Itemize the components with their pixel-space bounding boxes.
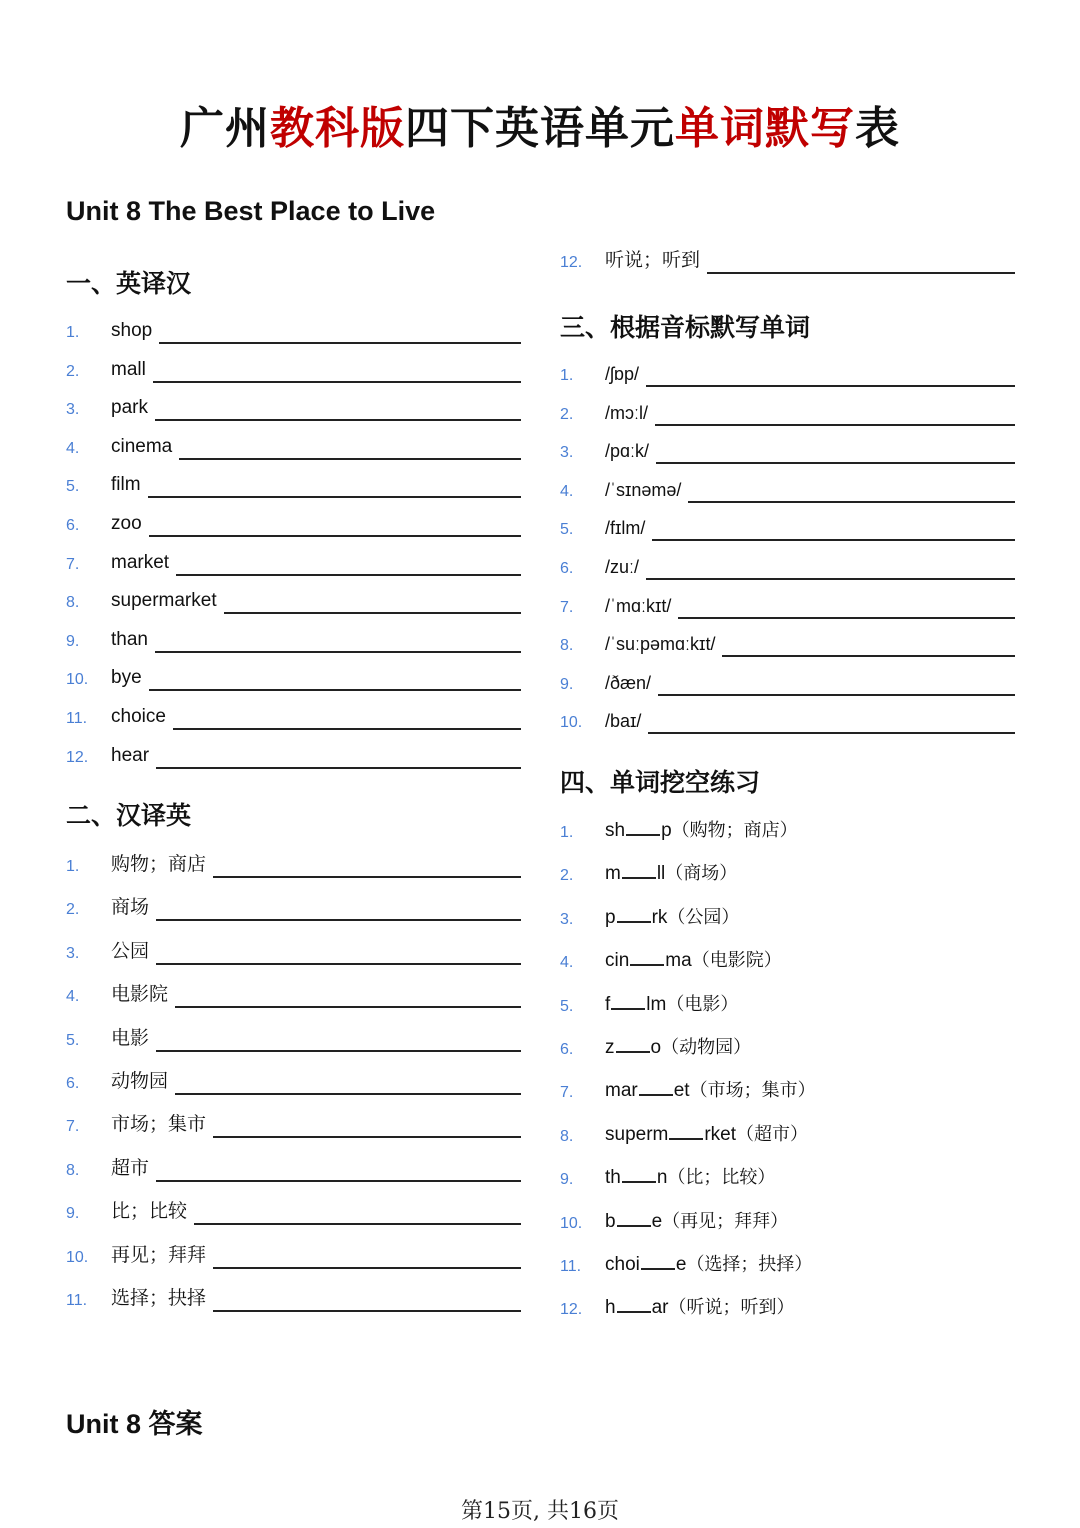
- phonetic-row: [560, 434, 1015, 464]
- item-text: 比；比较: [111, 1201, 188, 1223]
- fill-blank-row: [560, 1074, 1015, 1104]
- item-text: 再见；拜拜: [111, 1244, 207, 1266]
- item-number: 2.: [66, 362, 80, 380]
- word-prefix: th: [605, 1167, 621, 1189]
- phonetic-row: [560, 589, 1015, 619]
- letter-gap[interactable]: [617, 1224, 651, 1227]
- title-part: 教科版: [270, 103, 405, 154]
- item-number: 1.: [560, 367, 574, 384]
- cn-to-en-row: [66, 1152, 521, 1182]
- item-number: 7.: [560, 1084, 574, 1102]
- item-text: /zuː/: [605, 557, 640, 577]
- fill-blank-row: [560, 1205, 1015, 1235]
- phonetic-row: [560, 511, 1015, 541]
- item-text: hear: [111, 744, 150, 766]
- section-heading-fill-blank: 四、单词挖空练习: [560, 768, 761, 797]
- item-text: shop: [111, 320, 153, 341]
- item-number: 1.: [560, 824, 574, 841]
- item-number: 1.: [66, 324, 80, 341]
- en-to-cn-row: [66, 584, 521, 614]
- letter-gap[interactable]: [616, 1050, 650, 1053]
- item-number: 6.: [560, 1041, 574, 1058]
- item-text: 商场: [111, 897, 150, 919]
- phonetic-row: [560, 357, 1015, 387]
- word-prefix: superm: [605, 1123, 669, 1145]
- letter-gap[interactable]: [617, 1310, 651, 1313]
- answer-blank-line[interactable]: [646, 577, 1015, 580]
- letter-gap[interactable]: [617, 920, 651, 923]
- item-text: 市场；集市: [111, 1114, 207, 1136]
- page-title: [0, 92, 1080, 156]
- cn-to-en-row: [66, 891, 521, 921]
- en-to-cn-row: [66, 623, 521, 653]
- page-footer: 第15页, 共16页: [461, 1499, 619, 1524]
- en-to-cn-row: [66, 700, 521, 730]
- en-to-cn-row: [66, 739, 521, 769]
- item-text: /baɪ/: [605, 711, 642, 732]
- answer-blank-line[interactable]: [658, 693, 1015, 696]
- answer-blank-line[interactable]: [648, 731, 1015, 734]
- word-suffix: p: [661, 820, 672, 841]
- item-number: 12.: [560, 1301, 583, 1319]
- item-number: 8.: [560, 637, 574, 655]
- answer-blank-line[interactable]: [175, 1005, 521, 1008]
- answer-blank-line[interactable]: [155, 650, 521, 653]
- item-number: 12.: [560, 254, 583, 271]
- cn-to-en-row: [66, 1195, 521, 1225]
- chinese-hint: （市场；集市）: [689, 1080, 816, 1102]
- item-text: /ˈsɪnəmə/: [605, 479, 682, 500]
- item-text: zoo: [111, 513, 142, 534]
- fill-blank-row: [560, 901, 1015, 931]
- en-to-cn-row: [66, 430, 521, 460]
- answer-blank-line[interactable]: [156, 962, 521, 965]
- answer-blank-line[interactable]: [688, 500, 1015, 503]
- item-number: 11.: [66, 1292, 88, 1309]
- letter-gap[interactable]: [669, 1137, 703, 1140]
- answer-blank-line[interactable]: [224, 611, 521, 614]
- answer-blank-line[interactable]: [149, 688, 521, 691]
- item-text: market: [111, 551, 170, 573]
- section-heading-en-to-cn: 一、英译汉: [66, 269, 192, 298]
- answer-blank-line[interactable]: [179, 457, 521, 460]
- word-suffix: o: [650, 1037, 662, 1058]
- en-to-cn-row: [66, 546, 521, 576]
- fill-blank-row: [560, 988, 1015, 1018]
- answer-blank-line[interactable]: [652, 538, 1015, 541]
- chinese-hint: （公园）: [667, 906, 740, 928]
- answer-blank-line[interactable]: [156, 1049, 521, 1052]
- item-number: 6.: [560, 560, 574, 577]
- phonetic-row: [560, 666, 1015, 696]
- chinese-hint: （购物；商店）: [671, 820, 798, 841]
- item-text: supermarket: [111, 590, 217, 612]
- phonetic-row: [560, 473, 1015, 503]
- word-prefix: b: [605, 1210, 616, 1232]
- chinese-hint: （选择；抉择）: [686, 1254, 813, 1275]
- fill-blank-row: [560, 1118, 1015, 1148]
- word-suffix: rk: [651, 906, 668, 928]
- fill-blank-row: [560, 944, 1015, 974]
- item-number: 11.: [560, 1258, 582, 1275]
- answer-blank-line[interactable]: [153, 380, 521, 383]
- item-number: 8.: [66, 1161, 80, 1179]
- title-part: 表: [855, 103, 900, 154]
- fill-blank-row: [560, 857, 1015, 887]
- cn-to-en-row: [66, 935, 521, 965]
- answer-blank-line[interactable]: [156, 918, 521, 921]
- chinese-hint: （听说；听到）: [668, 1297, 795, 1319]
- item-number: 11.: [66, 710, 88, 727]
- word-prefix: choi: [605, 1254, 640, 1275]
- item-number: 8.: [66, 594, 80, 612]
- fill-blank-row: [560, 1031, 1015, 1061]
- item-number: 9.: [66, 1205, 80, 1223]
- answer-blank-line[interactable]: [159, 341, 521, 344]
- item-number: 7.: [66, 555, 80, 573]
- answer-blank-line[interactable]: [678, 616, 1015, 619]
- title-part: 单词默写: [675, 103, 855, 154]
- item-number: 3.: [66, 944, 80, 962]
- item-number: 5.: [560, 521, 574, 539]
- phonetic-row: [560, 550, 1015, 580]
- item-number: 5.: [560, 997, 574, 1015]
- item-text: than: [111, 628, 148, 650]
- item-text: 超市: [111, 1157, 150, 1179]
- item-number: 7.: [560, 598, 574, 616]
- item-number: 4.: [66, 988, 80, 1006]
- en-to-cn-row: [66, 507, 521, 537]
- item-number: 2.: [66, 901, 80, 919]
- word-prefix: f: [605, 993, 611, 1015]
- answer-blank-line[interactable]: [176, 573, 521, 576]
- item-text: bye: [111, 667, 142, 689]
- letter-gap[interactable]: [626, 833, 660, 836]
- en-to-cn-row: [66, 391, 521, 421]
- item-number: 7.: [66, 1118, 80, 1136]
- item-text: film: [111, 474, 141, 496]
- answer-blank-line[interactable]: [213, 1135, 521, 1138]
- item-number: 1.: [66, 858, 80, 875]
- answer-blank-line[interactable]: [148, 495, 521, 498]
- answer-blank-line[interactable]: [213, 1309, 521, 1312]
- answer-title: Unit 8 答案: [66, 1409, 203, 1439]
- answer-blank-line[interactable]: [194, 1222, 521, 1225]
- item-text: /ʃɒp/: [605, 364, 640, 384]
- item-text: /mɔːl/: [605, 402, 648, 423]
- word-prefix: p: [605, 906, 616, 928]
- answer-blank-line[interactable]: [173, 727, 521, 730]
- title-part: 四下英语单元: [405, 103, 675, 154]
- item-text: /pɑːk/: [605, 441, 650, 462]
- cn-to-en-row: [66, 1282, 521, 1312]
- unit-title: Unit 8 The Best Place to Live: [66, 196, 436, 226]
- en-to-cn-row: [66, 661, 521, 691]
- word-suffix: et: [673, 1080, 690, 1102]
- item-number: 10.: [66, 1248, 89, 1266]
- cn-to-en-row: [66, 978, 521, 1008]
- item-text: 选择；抉择: [111, 1288, 207, 1309]
- fill-blank-row: [560, 1248, 1015, 1278]
- letter-gap[interactable]: [622, 876, 656, 879]
- phonetic-row: [560, 396, 1015, 426]
- letter-gap[interactable]: [622, 1180, 656, 1183]
- chinese-hint: （比；比较）: [667, 1167, 776, 1189]
- answer-blank-line[interactable]: [656, 461, 1015, 464]
- item-number: 5.: [66, 478, 80, 496]
- word-suffix: ma: [665, 950, 692, 972]
- word-prefix: m: [605, 863, 621, 885]
- chinese-hint: （电影）: [666, 993, 739, 1015]
- word-suffix: ll: [656, 863, 666, 885]
- chinese-hint: （超市）: [736, 1123, 809, 1145]
- answer-blank-line[interactable]: [175, 1092, 521, 1095]
- en-to-cn-row: [66, 314, 521, 344]
- fill-blank-row: [560, 1291, 1015, 1321]
- item-number: 6.: [66, 1075, 80, 1092]
- cn-to-en-row: [66, 1108, 521, 1138]
- section-heading-phonetic: 三、根据音标默写单词: [560, 313, 811, 342]
- chinese-hint: （再见；拜拜）: [662, 1210, 789, 1232]
- item-number: 9.: [66, 632, 80, 650]
- phonetic-row: [560, 627, 1015, 657]
- item-number: 10.: [66, 671, 89, 689]
- answer-blank-line[interactable]: [655, 423, 1015, 426]
- item-text: /fɪlm/: [605, 518, 646, 539]
- item-text: 听说；听到: [605, 250, 701, 271]
- phonetic-row: [560, 704, 1015, 734]
- word-suffix: lm: [646, 993, 667, 1015]
- en-to-cn-row: [66, 468, 521, 498]
- answer-blank-line[interactable]: [646, 384, 1015, 387]
- item-number: 3.: [560, 910, 574, 928]
- word-suffix: e: [651, 1210, 663, 1232]
- item-number: 4.: [66, 439, 80, 457]
- word-prefix: mar: [605, 1080, 638, 1102]
- item-number: 12.: [66, 748, 89, 766]
- word-prefix: z: [605, 1037, 615, 1058]
- word-suffix: e: [675, 1254, 687, 1275]
- item-number: 5.: [66, 1031, 80, 1049]
- item-number: 10.: [560, 714, 583, 732]
- item-number: 2.: [560, 405, 574, 423]
- word-suffix: rket: [704, 1123, 737, 1145]
- answer-blank-line[interactable]: [213, 875, 521, 878]
- item-number: 9.: [560, 1171, 574, 1189]
- item-text: cinema: [111, 435, 173, 457]
- answer-blank-line[interactable]: [722, 654, 1015, 657]
- item-text: /ðæn/: [605, 672, 652, 693]
- word-prefix: h: [605, 1297, 616, 1319]
- item-number: 6.: [66, 517, 80, 534]
- answer-blank-line[interactable]: [156, 1179, 521, 1182]
- cn-to-en-row: [66, 848, 521, 878]
- answer-blank-line[interactable]: [156, 766, 521, 769]
- answer-blank-line[interactable]: [149, 534, 521, 537]
- item-text: /ˈsuːpəmɑːkɪt/: [605, 634, 716, 655]
- item-text: 动物园: [111, 1071, 169, 1092]
- title-part: 广州: [180, 103, 270, 154]
- fill-blank-row: [560, 814, 1015, 844]
- en-to-cn-row: [66, 353, 521, 383]
- letter-gap[interactable]: [641, 1267, 675, 1270]
- item-text: mall: [111, 358, 146, 380]
- answer-blank-line[interactable]: [213, 1266, 521, 1269]
- letter-gap[interactable]: [611, 1007, 645, 1010]
- cn-to-en-row: [560, 244, 1015, 274]
- item-number: 2.: [560, 867, 574, 885]
- item-text: 电影: [111, 1027, 150, 1049]
- item-text: 购物；商店: [111, 854, 207, 875]
- word-prefix: sh: [605, 820, 626, 841]
- item-number: 10.: [560, 1214, 583, 1232]
- chinese-hint: （商场）: [665, 863, 738, 885]
- item-number: 4.: [560, 482, 574, 500]
- letter-gap[interactable]: [639, 1093, 673, 1096]
- answer-blank-line[interactable]: [155, 418, 521, 421]
- word-suffix: n: [656, 1167, 668, 1189]
- cn-to-en-row: [66, 1239, 521, 1269]
- item-number: 4.: [560, 954, 574, 972]
- answer-blank-line[interactable]: [707, 271, 1015, 274]
- cn-to-en-row: [66, 1022, 521, 1052]
- cn-to-en-row: [66, 1065, 521, 1095]
- word-prefix: cin: [605, 950, 630, 972]
- item-number: 9.: [560, 675, 574, 693]
- section-heading-cn-to-en: 二、汉译英: [66, 801, 192, 830]
- item-number: 3.: [560, 444, 574, 462]
- item-text: choice: [111, 706, 166, 727]
- item-text: 公园: [111, 940, 150, 962]
- item-number: 3.: [66, 401, 80, 419]
- fill-blank-row: [560, 1161, 1015, 1191]
- item-text: /ˈmɑːkɪt/: [605, 595, 672, 616]
- letter-gap[interactable]: [630, 963, 664, 966]
- item-text: 电影院: [111, 984, 169, 1006]
- chinese-hint: （电影院）: [691, 950, 782, 972]
- chinese-hint: （动物园）: [661, 1037, 752, 1058]
- item-text: park: [111, 397, 148, 419]
- item-number: 8.: [560, 1127, 574, 1145]
- word-suffix: ar: [651, 1297, 669, 1319]
